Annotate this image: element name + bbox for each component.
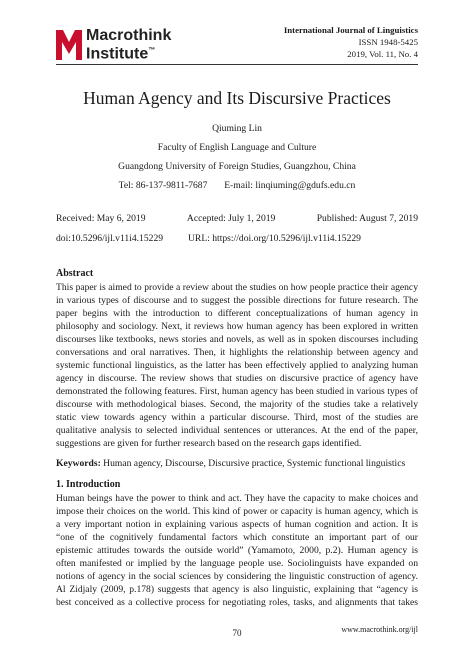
abstract-heading: Abstract bbox=[56, 268, 94, 279]
introduction-line: impose their choices on the world. This kind of power or capacity is human agency, which is bbox=[56, 506, 418, 517]
introduction-line: often manifested or implied by the language people use. Sociolinguists have expanded on bbox=[56, 558, 418, 569]
doi[interactable]: doi:10.5296/ijl.v11i4.15229 bbox=[56, 233, 164, 244]
abstract-body bbox=[56, 281, 418, 450]
abstract-line: qualitative analysis to selected individual sentences or utterances. At the end of the paper, bbox=[56, 425, 418, 436]
footer-url[interactable]: www.macrothink.org/ijl bbox=[341, 625, 418, 634]
abstract-line: agency in discourse. The review shows that studies on discursive practice of agency have bbox=[56, 373, 418, 384]
logo-wordmark bbox=[86, 28, 171, 61]
keywords-text: Human agency, Discourse, Discursive practice, Systemic functional linguistics bbox=[100, 458, 406, 469]
journal-volume: 2019, Vol. 11, No. 4 bbox=[347, 49, 418, 59]
abstract-line: discourse with methodological biases. Second, the majority of the studies take a relatively bbox=[56, 399, 418, 410]
introduction-line: Al Zidjaly (2009, p.178) suggests that agency is also linguistic, explaining that “agency is bbox=[56, 584, 418, 595]
abstract-line: philosophy and sociology. Next, it reviews how human agency has been explored in written bbox=[56, 321, 418, 332]
doi-row bbox=[56, 233, 418, 244]
accepted-date: Accepted: July 1, 2019 bbox=[186, 213, 276, 224]
abstract-line: discourses like textbooks, news stories and novels, as well as in spoken discourses including bbox=[56, 334, 418, 345]
abstract-line: in various types of discourse and to suggest the possible directions for future research. The bbox=[56, 295, 418, 306]
introduction-heading: 1. Introduction bbox=[56, 479, 121, 490]
author-contact: Tel: 86-137-9811-7687 E-mail: linqiuming@gdufs.edu.cn bbox=[118, 180, 356, 191]
author-university: Guangdong University of Foreign Studies, Guangzhou, China bbox=[118, 161, 356, 172]
introduction-body bbox=[56, 492, 418, 609]
page-number: 70 bbox=[232, 628, 242, 638]
introduction-line: Human beings have the power to think and act. They have the capacity to make choices and bbox=[56, 493, 418, 504]
abstract-line: paper begins with the introduction to different conceptualizations of human agency in bbox=[56, 308, 418, 319]
introduction-line: a very important notion in explaining various aspects of human cognition and action. It is bbox=[56, 519, 418, 530]
logo-line-2: Institute bbox=[86, 45, 149, 63]
introduction-line: best conceived as a collective process for negotiating roles, tasks, and alignments that takes bbox=[56, 597, 418, 608]
abstract-line: demonstrated the following features. First, human agency has been studied in various types of bbox=[56, 386, 418, 397]
journal-info bbox=[284, 24, 418, 60]
abstract-line: conversations and oral narratives. Then, it highlights the relationship between agency and bbox=[56, 347, 418, 358]
published-date: Published: August 7, 2019 bbox=[316, 213, 418, 224]
keywords-label: Keywords: bbox=[56, 458, 101, 469]
author-name: Qiuming Lin bbox=[212, 123, 262, 134]
journal-issn: ISSN 1948-5425 bbox=[358, 37, 418, 47]
abstract-line: systemic functional linguistics, as the latter has been effectively applied to analyzing human bbox=[56, 360, 418, 371]
doi-url-link[interactable]: URL: https://doi.org/10.5296/ijl.v11i4.15229 bbox=[188, 233, 361, 244]
introduction-line: notions of agency in the social sciences by considering the linguistic construction of agency. bbox=[56, 571, 418, 582]
paper-title: Human Agency and Its Discursive Practices bbox=[83, 88, 391, 108]
journal-name: International Journal of Linguistics bbox=[283, 25, 418, 35]
abstract-line: static view towards agency within a particular discourse. Third, most of the studies are bbox=[56, 412, 418, 423]
abstract-line: This paper is aimed to provide a review about the studies on how people practice their agency bbox=[56, 282, 418, 293]
dates-row bbox=[56, 213, 418, 224]
logo-line-1: Macrothink bbox=[86, 27, 172, 44]
keywords bbox=[56, 458, 405, 469]
publisher-logo bbox=[56, 24, 206, 64]
abstract-line: suggestions are given for further research based on the research gaps identified. bbox=[56, 438, 362, 449]
header-rule bbox=[56, 64, 418, 65]
received-date: Received: May 6, 2019 bbox=[56, 213, 146, 224]
macrothink-m-icon bbox=[56, 28, 82, 60]
introduction-line: “one of the cognitively fundamental factors which constitute an important part of our bbox=[56, 532, 418, 543]
introduction-line: epistemic attitudes towards the outside world” (Yamamoto, 2000, p.2). Human agency is bbox=[56, 545, 418, 556]
logo-trademark: ™ bbox=[148, 47, 156, 54]
author-faculty: Faculty of English Language and Culture bbox=[157, 142, 317, 153]
